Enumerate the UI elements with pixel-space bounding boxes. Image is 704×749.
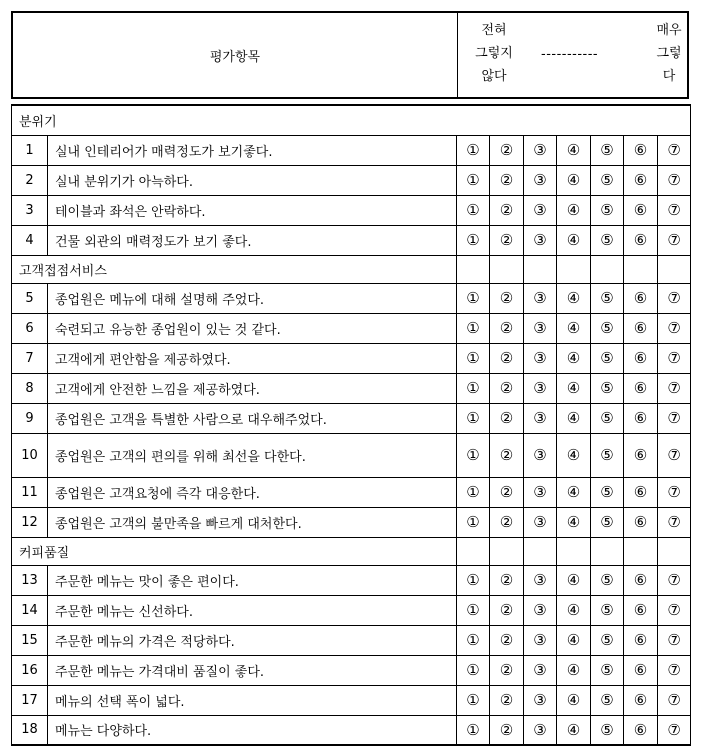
rating-option-4[interactable]: ④ (557, 715, 591, 745)
rating-option-4[interactable]: ④ (557, 195, 591, 225)
survey-table (11, 104, 691, 746)
rating-option-7[interactable]: ⑦ (658, 565, 691, 595)
rating-option-2[interactable]: ② (490, 225, 524, 255)
rating-option-1[interactable]: ① (457, 313, 490, 343)
rating-option-2[interactable]: ② (490, 433, 524, 477)
rating-option-2[interactable]: ② (490, 625, 524, 655)
rating-option-1[interactable]: ① (457, 195, 490, 225)
rating-option-1[interactable]: ① (457, 715, 490, 745)
item-row (12, 283, 691, 313)
rating-option-4[interactable]: ④ (557, 685, 591, 715)
rating-option-6[interactable]: ⑥ (624, 507, 658, 537)
rating-option-5[interactable]: ⑤ (591, 595, 624, 625)
empty-cell (591, 537, 624, 565)
item-number: 3 (12, 195, 48, 225)
item-text: 주문한 메뉴는 신선하다. (48, 595, 457, 625)
item-text: 주문한 메뉴는 가격대비 품질이 좋다. (48, 655, 457, 685)
empty-cell (524, 537, 557, 565)
rating-option-5[interactable]: ⑤ (591, 195, 624, 225)
item-text: 종업원은 고객요청에 즉각 대응한다. (48, 477, 457, 507)
rating-option-5[interactable]: ⑤ (591, 343, 624, 373)
item-text: 메뉴의 선택 폭이 넓다. (48, 685, 457, 715)
item-number: 13 (12, 565, 48, 595)
rating-option-4[interactable]: ④ (557, 343, 591, 373)
rating-option-2[interactable]: ② (490, 373, 524, 403)
empty-cell (490, 255, 524, 283)
rating-option-1[interactable]: ① (457, 655, 490, 685)
rating-option-6[interactable]: ⑥ (624, 685, 658, 715)
rating-option-5[interactable]: ⑤ (591, 403, 624, 433)
section-row (12, 537, 691, 565)
item-number: 6 (12, 313, 48, 343)
scale-left-line: 않다 (481, 69, 507, 84)
rating-option-5[interactable]: ⑤ (591, 655, 624, 685)
rating-option-1[interactable]: ① (457, 477, 490, 507)
rating-option-5[interactable]: ⑤ (591, 313, 624, 343)
rating-option-2[interactable]: ② (490, 565, 524, 595)
rating-option-3[interactable]: ③ (524, 507, 557, 537)
rating-option-6[interactable]: ⑥ (624, 343, 658, 373)
rating-option-2[interactable]: ② (490, 283, 524, 313)
header-box (11, 11, 689, 99)
rating-option-7[interactable]: ⑦ (658, 595, 691, 625)
item-row (12, 433, 691, 477)
rating-option-2[interactable]: ② (490, 655, 524, 685)
rating-option-5[interactable]: ⑤ (591, 165, 624, 195)
rating-option-5[interactable]: ⑤ (591, 135, 624, 165)
header-divider (457, 13, 458, 97)
rating-option-3[interactable]: ③ (524, 135, 557, 165)
item-text: 메뉴는 다양하다. (48, 715, 457, 745)
rating-option-7[interactable]: ⑦ (658, 373, 691, 403)
empty-cell (457, 537, 490, 565)
rating-option-5[interactable]: ⑤ (591, 477, 624, 507)
rating-option-6[interactable]: ⑥ (624, 135, 658, 165)
item-text: 테이블과 좌석은 안락하다. (48, 195, 457, 225)
rating-option-3[interactable]: ③ (524, 283, 557, 313)
rating-option-2[interactable]: ② (490, 477, 524, 507)
rating-option-5[interactable]: ⑤ (591, 507, 624, 537)
item-row (12, 313, 691, 343)
rating-option-4[interactable]: ④ (557, 313, 591, 343)
rating-option-7[interactable]: ⑦ (658, 625, 691, 655)
rating-option-2[interactable]: ② (490, 165, 524, 195)
item-row (12, 595, 691, 625)
rating-option-2[interactable]: ② (490, 195, 524, 225)
rating-option-1[interactable]: ① (457, 595, 490, 625)
rating-option-7[interactable]: ⑦ (658, 313, 691, 343)
rating-option-3[interactable]: ③ (524, 477, 557, 507)
item-number: 11 (12, 477, 48, 507)
item-row (12, 625, 691, 655)
rating-option-1[interactable]: ① (457, 685, 490, 715)
rating-option-3[interactable]: ③ (524, 373, 557, 403)
item-row (12, 343, 691, 373)
rating-option-7[interactable]: ⑦ (658, 195, 691, 225)
empty-cell (524, 255, 557, 283)
item-number: 10 (12, 433, 48, 477)
rating-option-3[interactable]: ③ (524, 225, 557, 255)
scale-right-line: 그렇 (656, 46, 682, 61)
item-text: 주문한 메뉴의 가격은 적당하다. (48, 625, 457, 655)
item-row (12, 135, 691, 165)
empty-cell (490, 537, 524, 565)
scale-left-label (469, 19, 519, 88)
rating-option-4[interactable]: ④ (557, 625, 591, 655)
rating-option-4[interactable]: ④ (557, 225, 591, 255)
rating-option-4[interactable]: ④ (557, 283, 591, 313)
rating-option-4[interactable]: ④ (557, 373, 591, 403)
rating-option-7[interactable]: ⑦ (658, 403, 691, 433)
rating-option-2[interactable]: ② (490, 715, 524, 745)
header-title: 평가항목 (209, 49, 261, 65)
rating-option-7[interactable]: ⑦ (658, 655, 691, 685)
empty-cell (591, 255, 624, 283)
empty-cell (658, 537, 691, 565)
item-row (12, 565, 691, 595)
item-row (12, 655, 691, 685)
item-text: 건물 외관의 매력정도가 보기 좋다. (48, 225, 457, 255)
rating-option-7[interactable]: ⑦ (658, 165, 691, 195)
rating-option-2[interactable]: ② (490, 343, 524, 373)
scale-right-label (649, 19, 689, 88)
rating-option-5[interactable]: ⑤ (591, 715, 624, 745)
rating-option-5[interactable]: ⑤ (591, 433, 624, 477)
rating-option-5[interactable]: ⑤ (591, 283, 624, 313)
rating-option-6[interactable]: ⑥ (624, 625, 658, 655)
section-title: 분위기 (12, 105, 691, 135)
item-row (12, 507, 691, 537)
rating-option-7[interactable]: ⑦ (658, 135, 691, 165)
rating-option-7[interactable]: ⑦ (658, 477, 691, 507)
rating-option-4[interactable]: ④ (557, 135, 591, 165)
section-title: 고객접점서비스 (12, 255, 457, 283)
item-row (12, 195, 691, 225)
rating-option-1[interactable]: ① (457, 507, 490, 537)
item-number: 4 (12, 225, 48, 255)
rating-option-1[interactable]: ① (457, 565, 490, 595)
rating-option-3[interactable]: ③ (524, 565, 557, 595)
item-row (12, 373, 691, 403)
rating-option-6[interactable]: ⑥ (624, 225, 658, 255)
scale-right-line: 다 (662, 69, 676, 84)
rating-option-3[interactable]: ③ (524, 655, 557, 685)
empty-cell (624, 255, 658, 283)
rating-option-3[interactable]: ③ (524, 343, 557, 373)
rating-option-4[interactable]: ④ (557, 655, 591, 685)
rating-option-6[interactable]: ⑥ (624, 433, 658, 477)
rating-option-4[interactable]: ④ (557, 595, 591, 625)
item-row (12, 165, 691, 195)
rating-option-5[interactable]: ⑤ (591, 373, 624, 403)
scale-left-line: 그렇지 (475, 46, 513, 61)
item-number: 12 (12, 507, 48, 537)
scale-left-line: 전혀 (481, 23, 507, 38)
item-number: 17 (12, 685, 48, 715)
item-text: 종업원은 고객의 불만족을 빠르게 대처한다. (48, 507, 457, 537)
rating-option-1[interactable]: ① (457, 225, 490, 255)
rating-option-4[interactable]: ④ (557, 477, 591, 507)
rating-option-3[interactable]: ③ (524, 595, 557, 625)
rating-option-2[interactable]: ② (490, 135, 524, 165)
rating-option-7[interactable]: ⑦ (658, 685, 691, 715)
rating-option-6[interactable]: ⑥ (624, 373, 658, 403)
item-row (12, 715, 691, 745)
rating-option-3[interactable]: ③ (524, 715, 557, 745)
rating-option-3[interactable]: ③ (524, 625, 557, 655)
rating-option-1[interactable]: ① (457, 283, 490, 313)
empty-cell (557, 255, 591, 283)
item-number: 15 (12, 625, 48, 655)
rating-option-1[interactable]: ① (457, 165, 490, 195)
rating-option-3[interactable]: ③ (524, 165, 557, 195)
rating-option-4[interactable]: ④ (557, 403, 591, 433)
empty-cell (624, 537, 658, 565)
item-number: 14 (12, 595, 48, 625)
rating-option-4[interactable]: ④ (557, 433, 591, 477)
rating-option-2[interactable]: ② (490, 595, 524, 625)
rating-option-6[interactable]: ⑥ (624, 403, 658, 433)
item-text: 실내 인테리어가 매력정도가 보기좋다. (48, 135, 457, 165)
item-row (12, 685, 691, 715)
rating-option-2[interactable]: ② (490, 685, 524, 715)
item-number: 7 (12, 343, 48, 373)
rating-option-7[interactable]: ⑦ (658, 507, 691, 537)
rating-option-3[interactable]: ③ (524, 403, 557, 433)
item-number: 5 (12, 283, 48, 313)
rating-option-3[interactable]: ③ (524, 313, 557, 343)
item-text: 실내 분위기가 아늑하다. (48, 165, 457, 195)
rating-option-4[interactable]: ④ (557, 507, 591, 537)
rating-option-1[interactable]: ① (457, 625, 490, 655)
rating-option-6[interactable]: ⑥ (624, 477, 658, 507)
rating-option-1[interactable]: ① (457, 135, 490, 165)
rating-option-1[interactable]: ① (457, 403, 490, 433)
item-number: 8 (12, 373, 48, 403)
item-row (12, 225, 691, 255)
section-row (12, 105, 691, 135)
empty-cell (658, 255, 691, 283)
item-text: 종업원은 고객을 특별한 사람으로 대우해주었다. (48, 403, 457, 433)
item-text: 종업원은 메뉴에 대해 설명해 주었다. (48, 283, 457, 313)
item-text: 주문한 메뉴는 맛이 좋은 편이다. (48, 565, 457, 595)
rating-option-6[interactable]: ⑥ (624, 715, 658, 745)
rating-option-4[interactable]: ④ (557, 565, 591, 595)
item-number: 2 (12, 165, 48, 195)
item-row (12, 403, 691, 433)
rating-option-5[interactable]: ⑤ (591, 565, 624, 595)
item-number: 1 (12, 135, 48, 165)
rating-option-5[interactable]: ⑤ (591, 685, 624, 715)
rating-option-6[interactable]: ⑥ (624, 595, 658, 625)
rating-option-2[interactable]: ② (490, 403, 524, 433)
rating-option-3[interactable]: ③ (524, 433, 557, 477)
rating-option-1[interactable]: ① (457, 433, 490, 477)
empty-cell (557, 537, 591, 565)
rating-option-6[interactable]: ⑥ (624, 283, 658, 313)
rating-option-6[interactable]: ⑥ (624, 565, 658, 595)
item-number: 9 (12, 403, 48, 433)
item-row (12, 477, 691, 507)
rating-option-2[interactable]: ② (490, 507, 524, 537)
item-number: 16 (12, 655, 48, 685)
rating-option-3[interactable]: ③ (524, 685, 557, 715)
rating-option-1[interactable]: ① (457, 373, 490, 403)
item-text: 고객에게 편안함을 제공하였다. (48, 343, 457, 373)
rating-option-5[interactable]: ⑤ (591, 225, 624, 255)
section-title: 커피품질 (12, 537, 457, 565)
rating-option-6[interactable]: ⑥ (624, 655, 658, 685)
rating-option-3[interactable]: ③ (524, 195, 557, 225)
rating-option-6[interactable]: ⑥ (624, 165, 658, 195)
section-row (12, 255, 691, 283)
rating-option-6[interactable]: ⑥ (624, 313, 658, 343)
rating-option-7[interactable]: ⑦ (658, 225, 691, 255)
rating-option-7[interactable]: ⑦ (658, 433, 691, 477)
scale-right-line: 매우 (656, 23, 682, 38)
rating-option-1[interactable]: ① (457, 343, 490, 373)
item-number: 18 (12, 715, 48, 745)
empty-cell (457, 255, 490, 283)
rating-option-7[interactable]: ⑦ (658, 283, 691, 313)
scale-dashes: ----------- (541, 47, 599, 62)
rating-option-7[interactable]: ⑦ (658, 343, 691, 373)
item-text: 고객에게 안전한 느낌을 제공하였다. (48, 373, 457, 403)
item-text: 숙련되고 유능한 종업원이 있는 것 같다. (48, 313, 457, 343)
rating-option-7[interactable]: ⑦ (658, 715, 691, 745)
rating-option-6[interactable]: ⑥ (624, 195, 658, 225)
rating-option-2[interactable]: ② (490, 313, 524, 343)
item-text: 종업원은 고객의 편의를 위해 최선을 다한다. (48, 433, 457, 477)
rating-option-5[interactable]: ⑤ (591, 625, 624, 655)
rating-option-4[interactable]: ④ (557, 165, 591, 195)
